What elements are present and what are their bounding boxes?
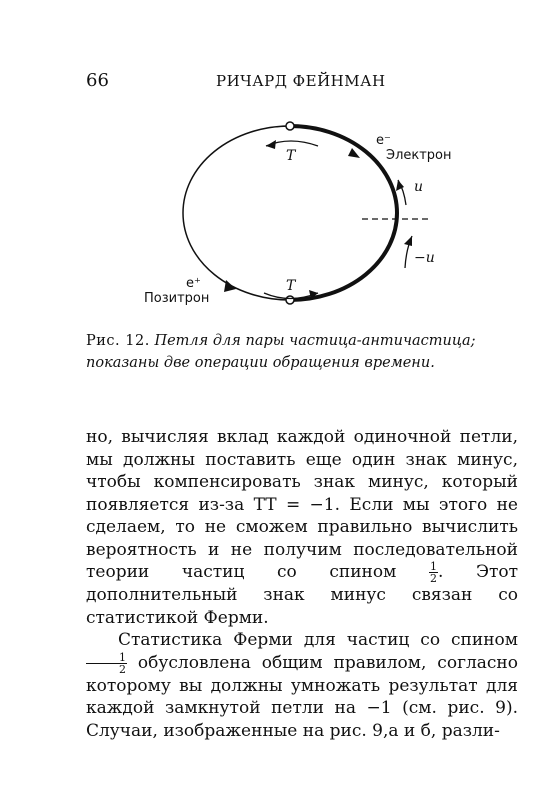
caption-text: Петля для пары частица-античастица; показаны две операции обращения времени.: [86, 333, 476, 371]
electron-symbol: e⁻: [376, 133, 391, 148]
t-top-arrowhead-icon: [266, 140, 276, 149]
running-head: РИЧАРД ФЕЙНМАН: [216, 72, 386, 90]
paragraph-1-part-2: . Этот дополнительный знак минус связан со статистикой Ферми.: [86, 562, 518, 628]
caption-lead: Рис. 12.: [86, 333, 150, 349]
positron-direction-arrow: [224, 280, 236, 292]
vertex-top: [286, 122, 294, 130]
paragraph-2-part-2: обусловлена общим правилом, согласно которому вы должны умножать результат для каждой замкнутой петли на −1 (см. рис. 9). Случаи, изображенные на рис. 9,a и б, разли-: [86, 652, 518, 741]
paragraph-2-part-1: Статистика Ферми для частиц со спином: [118, 630, 518, 650]
fraction-denominator: 2: [429, 572, 437, 585]
u-label: u: [414, 179, 424, 195]
paragraph-1-part-1: но, вычисляя вклад каждой одиночной петли, мы должны поставить еще один знак минус, чтобы компенсировать знак минус, который появляется из-за TT = −1. Если мы этого не сделаем, то не сможем правильно вычислить вероятность и не получим последовательной теории частиц со спином: [86, 427, 518, 582]
fraction-numerator: 1: [429, 560, 437, 573]
minus-u-arrowhead-icon: [404, 236, 412, 246]
body-text: [86, 426, 518, 742]
page-number: 66: [86, 70, 109, 91]
positron-label: Позитрон: [144, 291, 210, 306]
figure-12-loop-diagram: [0, 0, 549, 330]
minus-u-label: −u: [414, 250, 435, 266]
vertex-bottom: [286, 296, 294, 304]
fraction-one-half: [429, 561, 438, 584]
fraction-denominator: 2: [119, 662, 126, 676]
loop-thick-arc: [290, 126, 397, 300]
figure-caption: [86, 330, 526, 374]
paragraph-2: [86, 629, 518, 742]
loop-thin-arc: [183, 126, 290, 300]
electron-direction-arrow: [348, 148, 360, 158]
positron-symbol: e⁺: [186, 276, 201, 291]
paragraph-1: [86, 426, 518, 629]
fraction-one-half: [86, 652, 127, 675]
fraction-numerator: 1: [86, 652, 127, 664]
t-bottom-label: T: [286, 278, 296, 294]
electron-label: Электрон: [386, 148, 452, 163]
t-top-label: T: [286, 148, 296, 164]
